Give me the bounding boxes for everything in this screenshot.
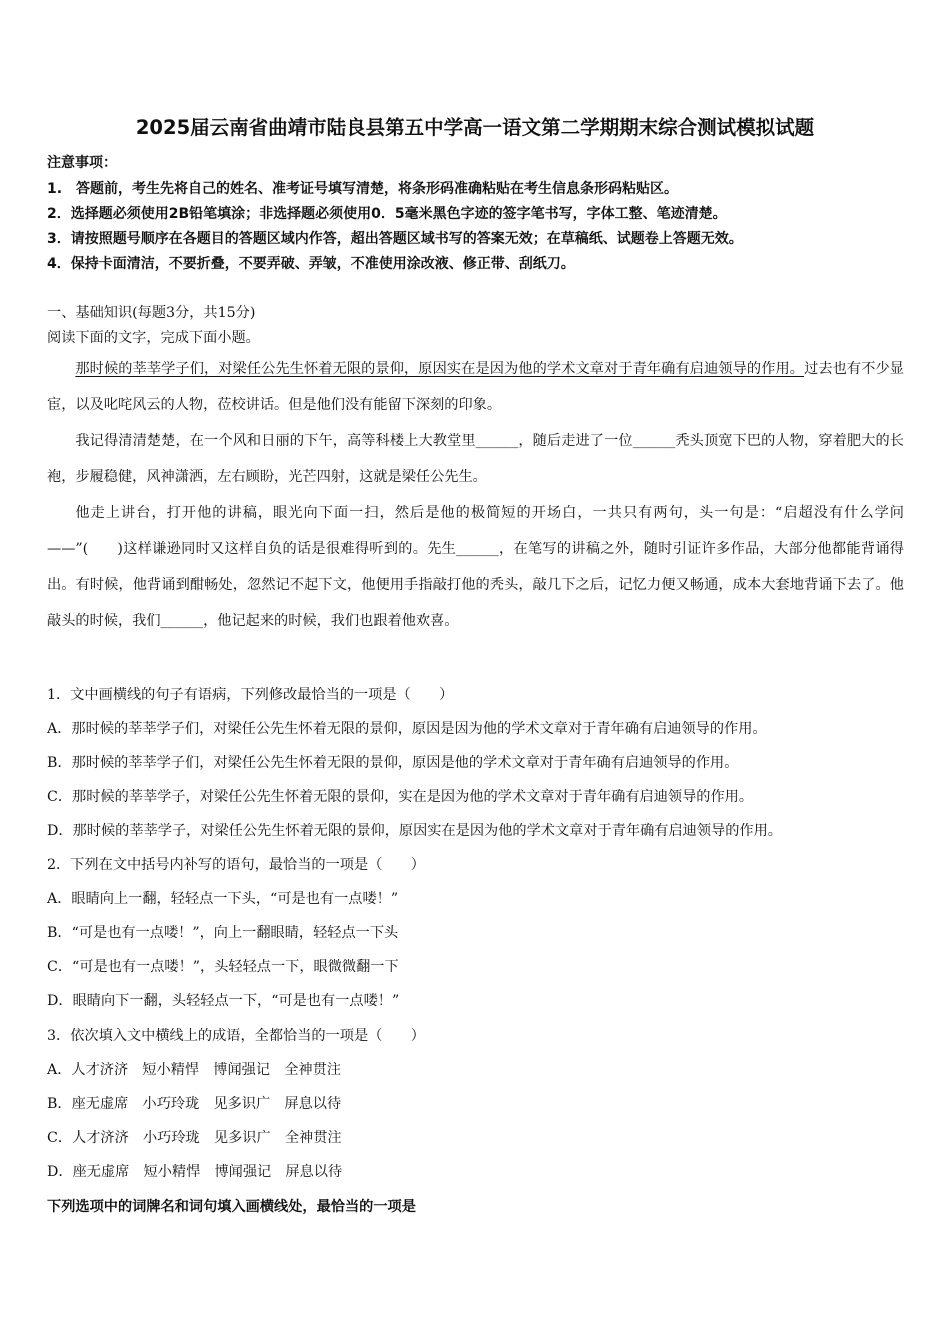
question-option: B．“可是也有一点喽！”，向上一翻眼睛，轻轻点一下头	[47, 925, 399, 941]
question-option: D．眼睛向下一翻，头轻轻点一下，“可是也有一点喽！”	[47, 993, 400, 1009]
passage-paragraph: 他走上讲台，打开他的讲稿，眼光向下面一扫，然后是他的极简短的开场白，一共只有两句，头一句是：“启超没有什么学问——”( )这样谦逊同时又这样自负的话是很难得听到的。先生______，在笔写的讲稿之外，随时引证许多作品，大部分他都能背诵得出。有时候，他背诵到酣畅处，忽然记不起下文，他便用手指敲打他的秃头，敲几下之后，记忆力便又畅通，成本大套地背诵下去了。他敲头的时候，我们______，他记起来的时候，我们也跟着他欢喜。	[47, 505, 904, 629]
question-option: C．人才济济 小巧玲珑 见多识广 全神贯注	[47, 1130, 342, 1146]
question-option: B．那时候的莘莘学子们，对梁任公先生怀着无限的景仰，原因是他的学术文章对于青年确有启迪领导的作用。	[47, 755, 739, 771]
passage-text: 过去也有不少显宦，以及叱咤风云的人物，莅校讲话。但是他们没有能留下深刻的印象。	[47, 361, 904, 413]
notice-item: 4．保持卡面清洁，不要折叠，不要弄破、弄皱，不准使用涂改液、修正带、刮纸刀。	[47, 256, 575, 272]
next-question-prompt: 下列选项中的词牌名和词句填入画横线处，最恰当的一项是	[47, 1199, 416, 1215]
notice-item: 2．选择题必须使用2B铅笔填涂；非选择题必须使用0．5毫米黑色字迹的签字笔书写，字体工整、笔迹清楚。	[47, 206, 727, 222]
passage-paragraph: 我记得清清楚楚，在一个风和日丽的下午，高等科楼上大教堂里______，随后走进了一位______秃头顶宽下巴的人物，穿着肥大的长袍，步履稳健，风神潇洒，左右顾盼，光芒四射，这就是梁任公先生。	[47, 433, 904, 485]
question-option: D．座无虚席 短小精悍 博闻强记 屏息以待	[47, 1164, 343, 1180]
notice-item: 1. 答题前，考生先将自己的姓名、准考证号填写清楚，将条形码准确粘贴在考生信息条形码粘贴区。	[47, 181, 679, 197]
question-stem: 1．文中画横线的句子有语病，下列修改最恰当的一项是（ ）	[47, 687, 454, 703]
question-option: C．那时候的莘莘学子，对梁任公先生怀着无限的景仰，实在是因为他的学术文章对于青年确有启迪领导的作用。	[47, 789, 754, 805]
question-stem: 3．依次填入文中横线上的成语，全都恰当的一项是（ ）	[47, 1028, 425, 1044]
passage-paragraph	[47, 351, 904, 423]
section-intro: 阅读下面的文字，完成下面小题。	[47, 330, 260, 346]
notice-item: 3．请按照题号顺序在各题目的答题区域内作答，超出答题区域书写的答案无效；在草稿纸、试题卷上答题无效。	[47, 231, 743, 247]
question-option: D．那时候的莘莘学子，对梁任公先生怀着无限的景仰，原因实在是因为他的学术文章对于青年确有启迪领导的作用。	[47, 823, 782, 839]
section-heading: 一、基础知识(每题3分，共15分)	[47, 305, 256, 321]
question-stem: 2．下列在文中括号内补写的语句，最恰当的一项是（ ）	[47, 857, 425, 873]
question-option: C．“可是也有一点喽！”，头轻轻点一下，眼微微翻一下	[47, 959, 399, 975]
question-option: A．那时候的莘莘学子们，对梁任公先生怀着无限的景仰，原因是因为他的学术文章对于青年确有启迪领导的作用。	[47, 721, 767, 737]
reading-passage	[47, 351, 904, 639]
notice-heading: 注意事项：	[47, 155, 117, 171]
question-option: A．人才济济 短小精悍 博闻强记 全神贯注	[47, 1062, 341, 1078]
question-option: A．眼睛向上一翻，轻轻点一下头，“可是也有一点喽！”	[47, 891, 399, 907]
question-option: B．座无虚席 小巧玲珑 见多识广 屏息以待	[47, 1096, 342, 1112]
underlined-sentence: 那时候的莘莘学子们，对梁任公先生怀着无限的景仰，原因实在是因为他的学术文章对于青年确有启迪领导的作用。	[75, 361, 805, 377]
page-title: 2025届云南省曲靖市陆良县第五中学高一语文第二学期期末综合测试模拟试题	[135, 116, 815, 139]
